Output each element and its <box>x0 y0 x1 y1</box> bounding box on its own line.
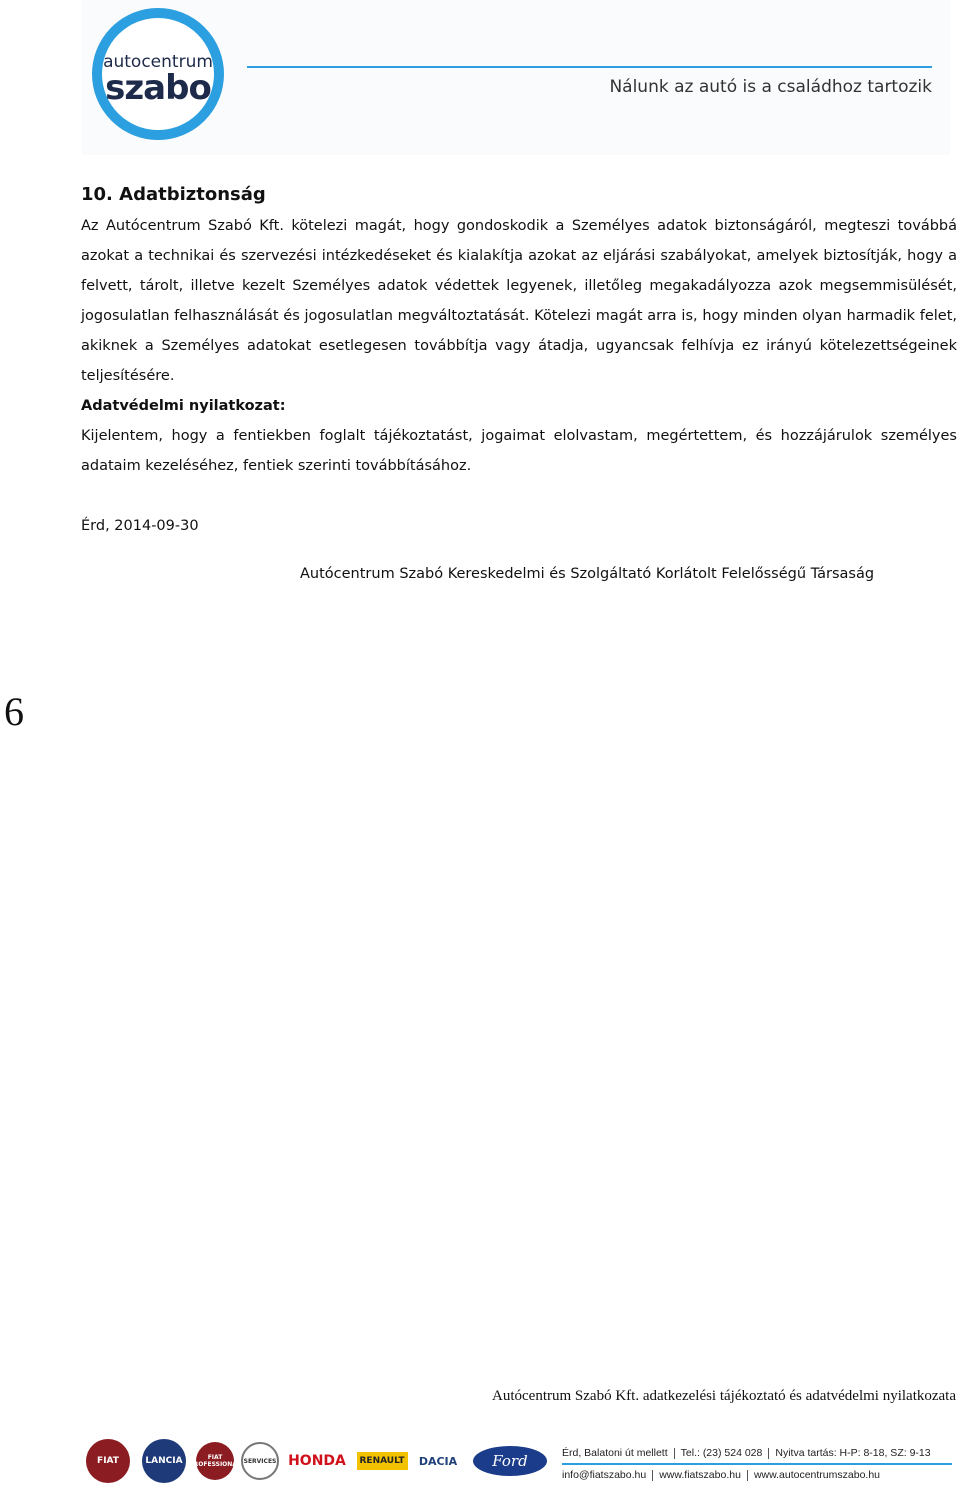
address-text: Érd, Balatoni út mellett <box>562 1447 668 1459</box>
contact-info <box>562 1443 952 1485</box>
autocentrum-szabo-logo <box>92 8 224 140</box>
honda-logo: HONDA <box>288 1453 346 1469</box>
fiat-logo: FIAT <box>84 1438 132 1484</box>
header-divider <box>247 66 932 68</box>
logo-text-main: szabo <box>105 68 211 108</box>
phone-text: Tel.: (23) 524 028 <box>680 1447 763 1459</box>
document-date: Érd, 2014-09-30 <box>81 518 199 534</box>
opening-hours-text: Nyitva tartás: H-P: 8-18, SZ: 9-13 <box>775 1447 931 1459</box>
header-slogan: Nálunk az autó is a családhoz tartozik <box>609 77 932 97</box>
lancia-logo: LANCIA <box>140 1438 188 1484</box>
brand-logos <box>84 1438 554 1486</box>
section-paragraph: Az Autócentrum Szabó Kft. kötelezi magát, hogy gondoskodik a Személyes adatok biztonságáról, megteszi továbbá azokat a technikai és szervezési intézkedéseket és kialakítja azokat az eljárási szabályokat, amelyek biztosítják, hogy a felvett, tárolt, illetve kezelt Személyes adatok védettek legyenek, illetőleg megakadályozza azok megsemmisülését, jogosulatlan felhasználását és jogosulatlan megváltoztatását. Kötelezi magát arra is, hogy minden olyan harmadik felet, akiknek a Személyes adatokat esetlegesen továbbítja vagy átadja, ugyancsak felhívja ez irányú kötelezettségeinek teljesítésére. <box>81 218 957 384</box>
alfa-romeo-services-logo: SERVICES <box>240 1438 280 1484</box>
page-number: 6 <box>4 689 24 734</box>
declaration-text: Kijelentem, hogy a fentiekben foglalt tájékoztatást, jogaimat elolvastam, megértettem, és hozzájárulok személyes adataim kezeléséhez, fentiek szerinti továbbításához. <box>81 428 957 474</box>
email-link[interactable]: info@fiatszabo.hu <box>562 1469 647 1481</box>
main-content <box>81 184 957 481</box>
company-name: Autócentrum Szabó Kereskedelmi és Szolgáltató Korlátolt Felelősségű Társaság <box>300 566 875 582</box>
dacia-logo: DACIA <box>418 1454 458 1468</box>
logo-text-top: autocentrum <box>103 52 213 72</box>
footer-document-title: Autócentrum Szabó Kft. adatkezelési tájékoztató és adatvédelmi nyilatkozata <box>492 1388 956 1404</box>
website-link-autocentrumszabo[interactable]: www.autocentrumszabo.hu <box>753 1469 881 1481</box>
declaration-heading: Adatvédelmi nyilatkozat: <box>81 398 286 414</box>
ford-logo: Ford <box>470 1438 550 1484</box>
page-header <box>82 0 950 155</box>
website-link-fiatszabo[interactable]: www.fiatszabo.hu <box>659 1469 741 1481</box>
fiat-professional-logo: FIAT PROFESSIONAL <box>194 1438 236 1484</box>
renault-logo: RENAULT <box>358 1438 406 1484</box>
section-title: 10. Adatbiztonság <box>81 184 266 205</box>
